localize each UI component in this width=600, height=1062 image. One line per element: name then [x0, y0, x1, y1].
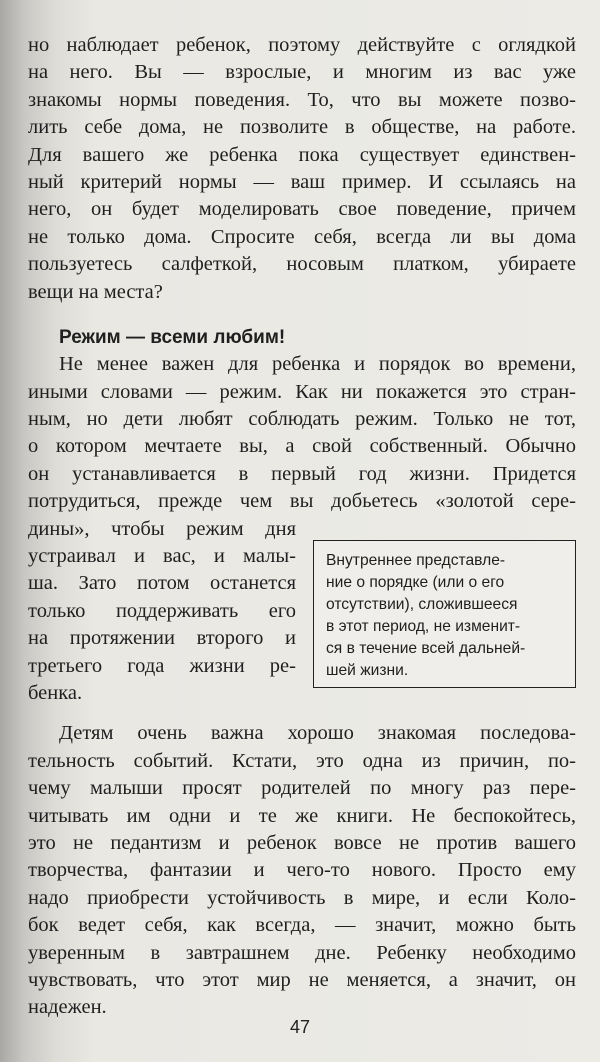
text-line: устраивал и вас, и малы-: [28, 545, 296, 568]
text-line: лить себе дома, не позволите в обществе, на работе.: [28, 116, 576, 139]
text-line: но наблюдает ребенок, поэтому действуйте с оглядкой: [28, 34, 576, 56]
callout-line: в этот период, не изменит-: [326, 618, 521, 635]
text-line: чувствовать, что этот мир не меняется, а значит, он: [28, 968, 576, 991]
text-line: надо приобрести устойчивость в мире, и если Коло-: [28, 886, 576, 909]
text-line: пользуетесь салфеткой, носовым платком, убираете: [28, 253, 576, 276]
body-text: [28, 32, 576, 1022]
text-line: только поддерживать его: [28, 599, 296, 622]
section-heading: Режим — всеми любим!: [59, 326, 286, 348]
text-line: творчества, фантазии и чего-то нового. Просто ему: [28, 859, 576, 882]
paragraph-3: [28, 720, 576, 1021]
callout-line: Внутреннее представле-: [326, 552, 506, 569]
text-line: третьего года жизни ре-: [28, 654, 296, 677]
text-line: на протяжении второго и: [28, 627, 296, 650]
text-line: на него. Вы — взрослые, и многим из вас уже: [28, 61, 576, 84]
text-line: ный критерий нормы — ваш пример. И ссылаясь на: [28, 170, 576, 193]
page-number: 47: [289, 1017, 311, 1037]
text-line: о котором мечтаете вы, а свой собственный. Обычно: [28, 435, 576, 458]
paragraph-gap: [28, 707, 576, 720]
callout-line: ся в течение всей дальней-: [326, 640, 526, 657]
text-line: бок ведет себя, как всегда, — значит, можно быть: [28, 914, 576, 937]
text-line: ша. Зато потом останется: [28, 572, 296, 595]
callout-line: отсутствии), сложившееся: [326, 596, 518, 613]
text-line: знакомы нормы поведения. То, что вы можете позво-: [28, 88, 576, 111]
text-line: не только дома. Спросите себя, всегда ли вы дома: [28, 225, 576, 248]
text-line: иными словами — режим. Как ни покажется это стран-: [28, 380, 576, 403]
text-line: вещи на места?: [28, 280, 163, 303]
text-line: бенка.: [28, 681, 83, 704]
text-line: ным, но дети любят соблюдать режим. Только не тот,: [28, 408, 576, 431]
text-line: он устанавливается в первый год жизни. Придется: [28, 462, 576, 485]
paragraph-1: [28, 32, 576, 306]
text-line: читывать им одни и те же книги. Не беспокойтесь,: [28, 804, 576, 827]
text-line: надежен.: [28, 996, 107, 1019]
callout-line: ние о порядке (или о его: [326, 574, 505, 591]
callout-box: [313, 540, 576, 688]
text-line: это не педантизм и ребенок вовсе не против вашего: [28, 831, 576, 854]
text-line: чему малыши просят родителей по многу раз пере-: [28, 777, 576, 800]
text-line: потрудиться, прежде чем вы добьетесь «золотой сере-: [28, 490, 576, 513]
text-line: дины», чтобы режим дня: [28, 517, 296, 540]
text-line: Детям очень важна хорошо знакомая последова-: [59, 722, 576, 745]
callout-line: шей жизни.: [326, 662, 409, 679]
text-line: тельность событий. Кстати, это одна из причин, по-: [28, 749, 576, 772]
text-line: Для вашего же ребенка пока существует единствен-: [28, 143, 576, 166]
text-line: Не менее важен для ребенка и порядок во времени,: [59, 353, 576, 376]
text-line: него, он будет моделировать свое поведение, причем: [28, 198, 576, 221]
text-line: уверенным в завтрашнем дне. Ребенку необходимо: [28, 941, 576, 964]
